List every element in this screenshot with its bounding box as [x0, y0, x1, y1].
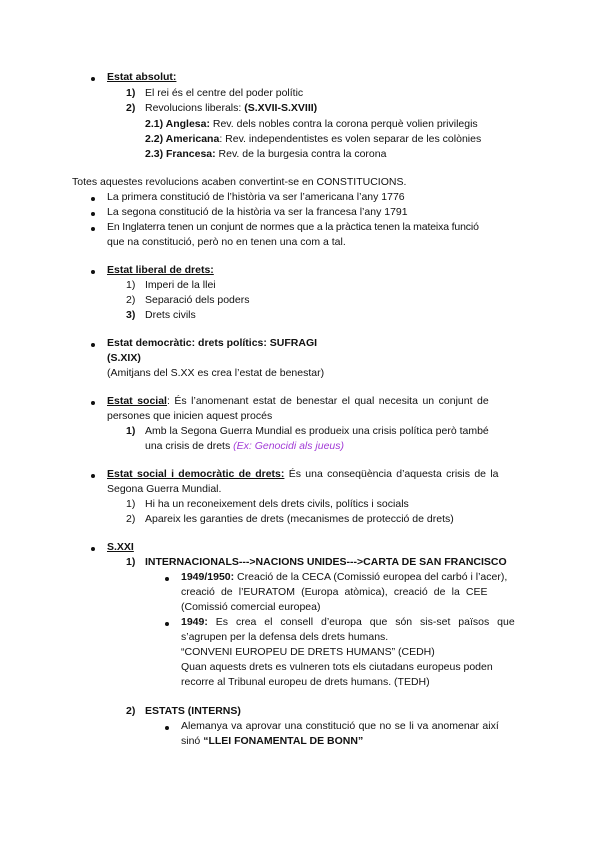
list-item: 1949: Es crea el consell d’europa que són sis-set països que: [181, 616, 515, 628]
list-item: Revolucions liberals: (S.XVII-S.XVIII): [145, 102, 318, 114]
list-item: Amb la Segona Guerra Mundial es produeix una crisis política però també: [145, 425, 489, 437]
list-item: 1949/1950: Creació de la CECA (Comissió europea del carbó i l’acer),: [181, 571, 508, 583]
heading-estat-absolut: Estat absolut:: [107, 71, 177, 83]
heading-sxxi: S.XXI: [107, 541, 134, 553]
list-number: 3): [126, 309, 136, 321]
bullet-icon: [91, 212, 95, 216]
list-item: (Comissió comercial europea): [181, 601, 321, 613]
list-item: El rei és el centre del poder polític: [145, 87, 304, 99]
bullet-icon: [165, 726, 169, 730]
list-number: 2): [126, 294, 136, 306]
list-item: “CONVENI EUROPEU DE DRETS HUMANS” (CEDH): [181, 646, 435, 658]
bullet-icon: [91, 474, 95, 478]
bullet-icon: [91, 270, 95, 274]
list-item: La primera constitució de l’història va ser l’americana l’any 1776: [107, 191, 405, 203]
list-item: creació de l’EURATOM (Europa atòmica), creació de la CEE: [181, 586, 488, 598]
list-item: Separació dels poders: [145, 294, 250, 306]
list-number: 2): [126, 102, 136, 114]
note: (Amitjans del S.XX es crea l’estat de benestar): [107, 367, 325, 379]
heading-estat-democratic-date: (S.XIX): [107, 352, 141, 364]
list-item: 2.3) Francesa: Rev. de la burgesia contra la corona: [145, 148, 387, 160]
bullet-icon: [165, 622, 169, 626]
list-item: 2.1) Anglesa: Rev. dels nobles contra la corona perquè volien privilegis: [145, 118, 478, 130]
list-number: 1): [126, 279, 136, 291]
bullet-icon: [91, 77, 95, 81]
list-item: En Inglaterra tenen un conjunt de normes que a la pràctica tenen la mateixa funció: [107, 221, 479, 233]
list-item: s’agrupen per la defensa dels drets humans.: [181, 631, 389, 643]
paragraph: Estat social: És l’anomenant estat de benestar el qual necesita un conjunt de: [107, 395, 489, 407]
bullet-icon: [91, 343, 95, 347]
list-item: La segona constitució de la història va ser la francesa l’any 1791: [107, 206, 408, 218]
list-number: 2): [126, 705, 136, 717]
bullet-icon: [165, 577, 169, 581]
list-item: Drets civils: [145, 309, 196, 321]
list-number: 1): [126, 556, 136, 568]
heading-estat-liberal: Estat liberal de drets:: [107, 264, 214, 276]
paragraph: Estat social i democràtic de drets: És una conseqüència d’aquesta crisis de la: [107, 468, 499, 480]
list-number: 1): [126, 425, 136, 437]
list-item: Apareix les garanties de drets (mecanismes de protecció de drets): [145, 513, 454, 525]
list-item: una crisis de drets (Ex: Genocidi als jueus): [145, 440, 345, 452]
list-item: sinó “LLEI FONAMENTAL DE BONN”: [181, 735, 364, 747]
bullet-icon: [91, 547, 95, 551]
bullet-icon: [91, 401, 95, 405]
list-item: Hi ha un reconeixement dels drets civils, polítics i socials: [145, 498, 409, 510]
paragraph: persones que inicien aquest procés: [107, 410, 273, 422]
bullet-icon: [91, 227, 95, 231]
list-item: 2.2) Americana: Rev. independentistes es volen separar de les colònies: [145, 133, 482, 145]
list-number: 1): [126, 498, 136, 510]
list-item: ESTATS (INTERNS): [145, 705, 241, 717]
heading-estat-democratic: Estat democràtic: drets polítics: SUFRAGI: [107, 337, 318, 349]
list-item: recorre al Tribunal europeu de drets humans. (TEDH): [181, 676, 430, 688]
list-item: Quan aquests drets es vulneren tots els ciutadans europeus poden: [181, 661, 493, 673]
list-item: Imperi de la llei: [145, 279, 216, 291]
list-number: 2): [126, 513, 136, 525]
list-number: 1): [126, 87, 136, 99]
list-item: que na constitució, però no en tenen una com a tal.: [107, 236, 346, 248]
paragraph: Segona Guerra Mundial.: [107, 483, 222, 495]
list-item: Alemanya va aprovar una constitució que no se li va anomenar així: [181, 720, 499, 732]
list-item: INTERNACIONALS--->NACIONS UNIDES--->CARTA DE SAN FRANCISCO: [145, 556, 507, 568]
paragraph: Totes aquestes revolucions acaben convertint-se en CONSTITUCIONS.: [72, 176, 407, 188]
bullet-icon: [91, 197, 95, 201]
